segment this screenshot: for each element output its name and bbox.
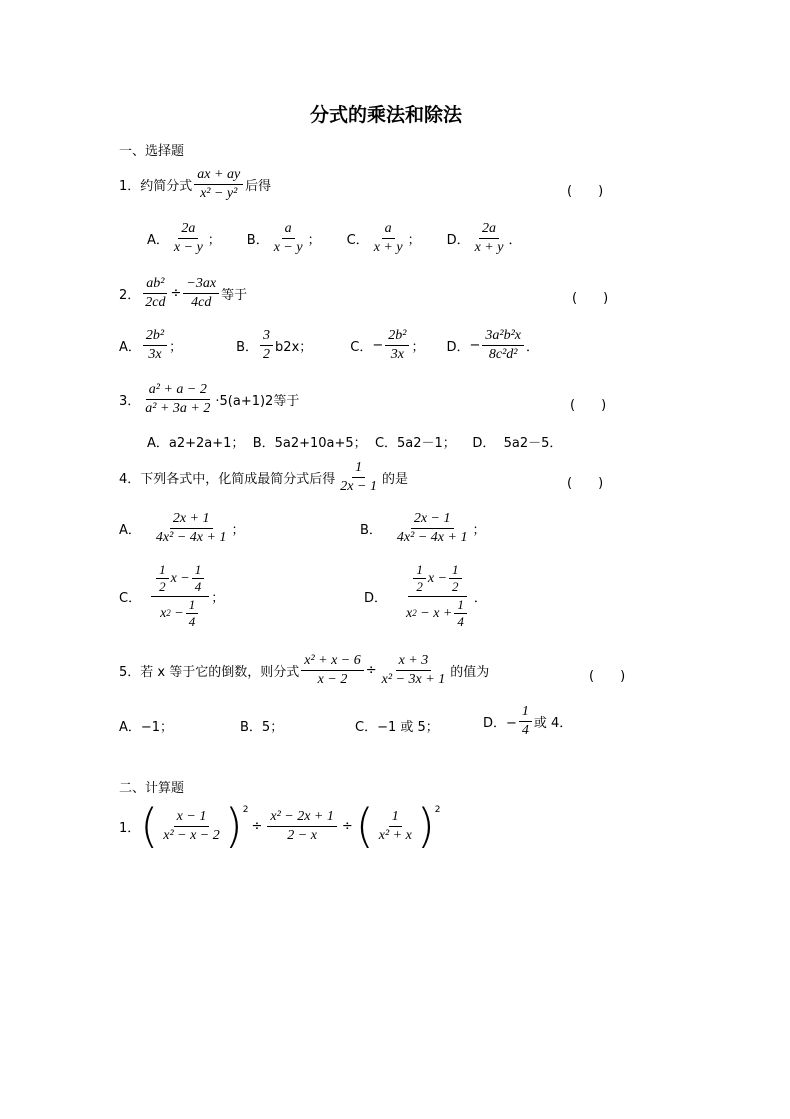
q5-suffix: 的值为 bbox=[450, 664, 490, 680]
q5-num-1: x² + x − 6 bbox=[301, 652, 364, 671]
question-1 bbox=[119, 166, 271, 202]
q1-option-a-label: A． bbox=[147, 232, 169, 248]
q2-option-c-label: C． bbox=[350, 339, 373, 355]
q2-option-b-fraction bbox=[260, 327, 273, 363]
q1-fraction bbox=[194, 166, 243, 202]
q5-answer-bracket: ( ) bbox=[589, 669, 626, 684]
q5-option-d-num: 1 bbox=[519, 703, 532, 722]
q2-option-b-post: b2x； bbox=[275, 339, 313, 355]
q4-option-a-end: ； bbox=[231, 522, 245, 538]
calc1-operator-1: ÷ bbox=[251, 818, 263, 834]
q4-option-a-num: 2x + 1 bbox=[170, 510, 213, 529]
q1-option-c-fraction bbox=[371, 220, 406, 256]
q1-answer-bracket: ( ) bbox=[567, 184, 604, 199]
q1-option-a-end: ； bbox=[207, 232, 221, 248]
q1-option-b-end: ； bbox=[307, 232, 321, 248]
q4c-quarter: $\frac{1}{4}$ bbox=[192, 562, 205, 596]
q4-suffix: 的是 bbox=[381, 471, 408, 487]
q3-answer-bracket: ( ) bbox=[570, 398, 607, 413]
q1-options bbox=[147, 220, 521, 256]
q2-option-d-post: ． bbox=[526, 339, 540, 355]
section-calc-heading: 二、计算题 bbox=[119, 781, 185, 796]
calc1-den-1: x² − x − 2 bbox=[163, 827, 220, 843]
q2-option-a-fraction bbox=[143, 327, 167, 363]
q4-option-a bbox=[119, 510, 244, 546]
q2-num-2: −3ax bbox=[183, 275, 219, 294]
q2-num-1: ab² bbox=[143, 275, 167, 294]
q5-option-d-fraction bbox=[519, 703, 532, 739]
q4-option-b-den: 4x² − 4x + 1 bbox=[396, 529, 468, 545]
q5-num-2: x + 3 bbox=[396, 652, 432, 671]
q5-fraction-2 bbox=[379, 652, 449, 688]
question-3 bbox=[119, 381, 299, 417]
q2-option-a-label: A． bbox=[119, 339, 141, 355]
q1-option-c-num: a bbox=[382, 220, 395, 239]
q2-den-2: 4cd bbox=[191, 294, 212, 310]
calc1-fraction-3 bbox=[376, 808, 415, 844]
calc1-exponent-2: 2 bbox=[434, 805, 441, 815]
question-2 bbox=[119, 275, 247, 311]
q4-option-a-den: 4x² − 4x + 1 bbox=[155, 529, 227, 545]
q1-den: x² − y² bbox=[200, 185, 238, 201]
q4-option-d-complex-fraction: $\frac{1}{2}$ x − $\frac{1}{2}$ x 2 − x + $\frac{1}{4}$ bbox=[403, 562, 472, 630]
q2-operator: ÷ bbox=[170, 285, 182, 301]
calc1-num-1: x − 1 bbox=[174, 808, 210, 827]
calc1-num-3: 1 bbox=[389, 808, 402, 827]
q2-option-c-pre: − bbox=[372, 337, 384, 353]
calc1-den-2: 2 − x bbox=[287, 827, 317, 843]
q4c-half: $\frac{1}{2}$ bbox=[156, 562, 169, 596]
q4-den: 2x − 1 bbox=[340, 478, 377, 494]
q1-option-b-fraction bbox=[271, 220, 306, 256]
q2-option-c-fraction bbox=[385, 327, 409, 363]
q2-option-a-den: 3x bbox=[148, 346, 162, 362]
q5-operator: ÷ bbox=[365, 662, 377, 678]
q4-option-b-end: ； bbox=[472, 522, 486, 538]
q5-option-b: B．5； bbox=[240, 720, 284, 735]
calc1-den-3: x² + x bbox=[378, 827, 412, 843]
q2-suffix: 等于 bbox=[221, 287, 248, 303]
q4-option-b-fraction bbox=[394, 510, 471, 546]
q1-prefix: 1．约简分式 bbox=[119, 178, 193, 194]
q1-option-d-end: ． bbox=[508, 232, 522, 248]
calc1-fraction-2 bbox=[267, 808, 337, 844]
q4c-quarter-den: $\frac{1}{4}$ bbox=[186, 597, 199, 631]
question-5 bbox=[119, 652, 489, 688]
q4-option-c bbox=[119, 562, 224, 630]
q3-fraction bbox=[142, 381, 213, 417]
calc1-right-paren-2: ) bbox=[416, 799, 435, 853]
q2-option-b-den: 2 bbox=[263, 346, 271, 362]
q4-option-d bbox=[364, 562, 487, 630]
q3-prefix: 3． bbox=[119, 393, 141, 409]
q4-option-b bbox=[360, 510, 485, 546]
q1-option-c-end: ； bbox=[407, 232, 421, 248]
q4-option-d-label: D． bbox=[364, 590, 388, 606]
q5-option-a: A．−1； bbox=[119, 720, 174, 735]
q4d-half: $\frac{1}{2}$ bbox=[413, 562, 426, 596]
calc1-left-paren-1: ( bbox=[140, 799, 159, 853]
q1-option-d-den: x + y bbox=[474, 239, 504, 255]
question-4 bbox=[119, 459, 408, 495]
q2-option-b-label: B． bbox=[236, 339, 259, 355]
q4-num: 1 bbox=[352, 459, 365, 478]
q2-option-a-post: ； bbox=[169, 339, 183, 355]
q2-prefix: 2． bbox=[119, 287, 141, 303]
q5-option-d-den: 4 bbox=[521, 722, 529, 738]
q1-option-b-den: x − y bbox=[273, 239, 303, 255]
q5-prefix: 5．若 x 等于它的倒数，则分式 bbox=[119, 664, 300, 680]
q3-num: a² + a − 2 bbox=[146, 381, 210, 400]
q2-option-a-num: 2b² bbox=[143, 327, 167, 346]
q4-option-a-label: A． bbox=[119, 522, 141, 538]
q2-option-c-den: 3x bbox=[390, 346, 404, 362]
calc1-exponent-1: 2 bbox=[242, 805, 249, 815]
q1-option-b-num: a bbox=[282, 220, 295, 239]
q5-option-d-label: D．− bbox=[483, 715, 517, 731]
q1-option-b-label: B． bbox=[246, 232, 269, 248]
q2-option-c-post: ； bbox=[411, 339, 425, 355]
q2-option-d-pre: − bbox=[469, 337, 481, 353]
q4-option-c-complex-fraction: $\frac{1}{2}$ x − $\frac{1}{4}$ x 2 − $\frac{1}{4}$ bbox=[151, 562, 209, 630]
q2-fraction-1 bbox=[142, 275, 168, 311]
q5-option-d-post: 或 4． bbox=[533, 715, 573, 731]
q1-option-a-fraction bbox=[171, 220, 206, 256]
q2-option-c-num: 2b² bbox=[385, 327, 409, 346]
q1-num: ax + ay bbox=[194, 166, 243, 185]
q4-option-d-end: ． bbox=[473, 590, 487, 606]
q2-option-d-label: D． bbox=[446, 339, 470, 355]
q3-options: A．a2+2a+1； B．5a2+10a+5； C．5a2－1； D． 5a2－5． bbox=[147, 436, 563, 451]
q1-suffix: 后得 bbox=[245, 178, 272, 194]
q2-option-d-fraction bbox=[482, 327, 524, 363]
q4d-quarter: $\frac{1}{4}$ bbox=[454, 597, 467, 631]
q4-fraction bbox=[337, 459, 380, 495]
calc-question-1 bbox=[119, 799, 441, 853]
q5-den-2: x² − 3x + 1 bbox=[381, 671, 446, 687]
q2-fraction-2 bbox=[183, 275, 219, 311]
calc1-prefix: 1． bbox=[119, 820, 141, 836]
calc1-fraction-1 bbox=[160, 808, 223, 844]
q2-options bbox=[119, 327, 539, 363]
q1-option-d-num: 2a bbox=[479, 220, 499, 239]
q4-option-b-num: 2x − 1 bbox=[411, 510, 454, 529]
q2-answer-bracket: ( ) bbox=[572, 291, 609, 306]
calc1-operator-2: ÷ bbox=[341, 818, 353, 834]
q1-option-d-label: D． bbox=[446, 232, 470, 248]
q4-option-b-label: B． bbox=[360, 522, 382, 538]
calc1-left-paren-2: ( bbox=[355, 799, 374, 853]
q4-answer-bracket: ( ) bbox=[567, 476, 604, 491]
q1-option-d-fraction bbox=[472, 220, 507, 256]
q1-option-a-den: x − y bbox=[173, 239, 203, 255]
q5-option-c: C．−1 或 5； bbox=[355, 720, 439, 735]
q5-fraction-1 bbox=[301, 652, 364, 688]
q1-option-c-den: x + y bbox=[373, 239, 403, 255]
q4-option-a-fraction bbox=[153, 510, 230, 546]
q4-prefix: 4．下列各式中，化简成最简分式后得 bbox=[119, 471, 336, 487]
q3-den: a² + 3a + 2 bbox=[145, 400, 211, 416]
calc1-num-2: x² − 2x + 1 bbox=[267, 808, 337, 827]
q2-den-1: 2cd bbox=[145, 294, 166, 310]
q2-option-d-den: 8c²d² bbox=[488, 346, 518, 362]
q2-option-b-num: 3 bbox=[260, 327, 273, 346]
calc1-right-paren-1: ) bbox=[224, 799, 243, 853]
page-title: 分式的乘法和除法 bbox=[310, 104, 463, 126]
q1-option-a-num: 2a bbox=[178, 220, 198, 239]
q2-option-d-num: 3a²b²x bbox=[482, 327, 524, 346]
q4-option-c-label: C． bbox=[119, 590, 142, 606]
q3-suffix: ·5(a+1)2等于 bbox=[215, 393, 300, 409]
q5-option-d bbox=[483, 703, 572, 739]
q4-option-c-end: ； bbox=[211, 590, 225, 606]
q1-option-c-label: C． bbox=[346, 232, 369, 248]
section-choice-heading: 一、选择题 bbox=[119, 144, 185, 159]
q5-den-1: x − 2 bbox=[317, 671, 348, 687]
q4d-half-2: $\frac{1}{2}$ bbox=[449, 562, 462, 596]
